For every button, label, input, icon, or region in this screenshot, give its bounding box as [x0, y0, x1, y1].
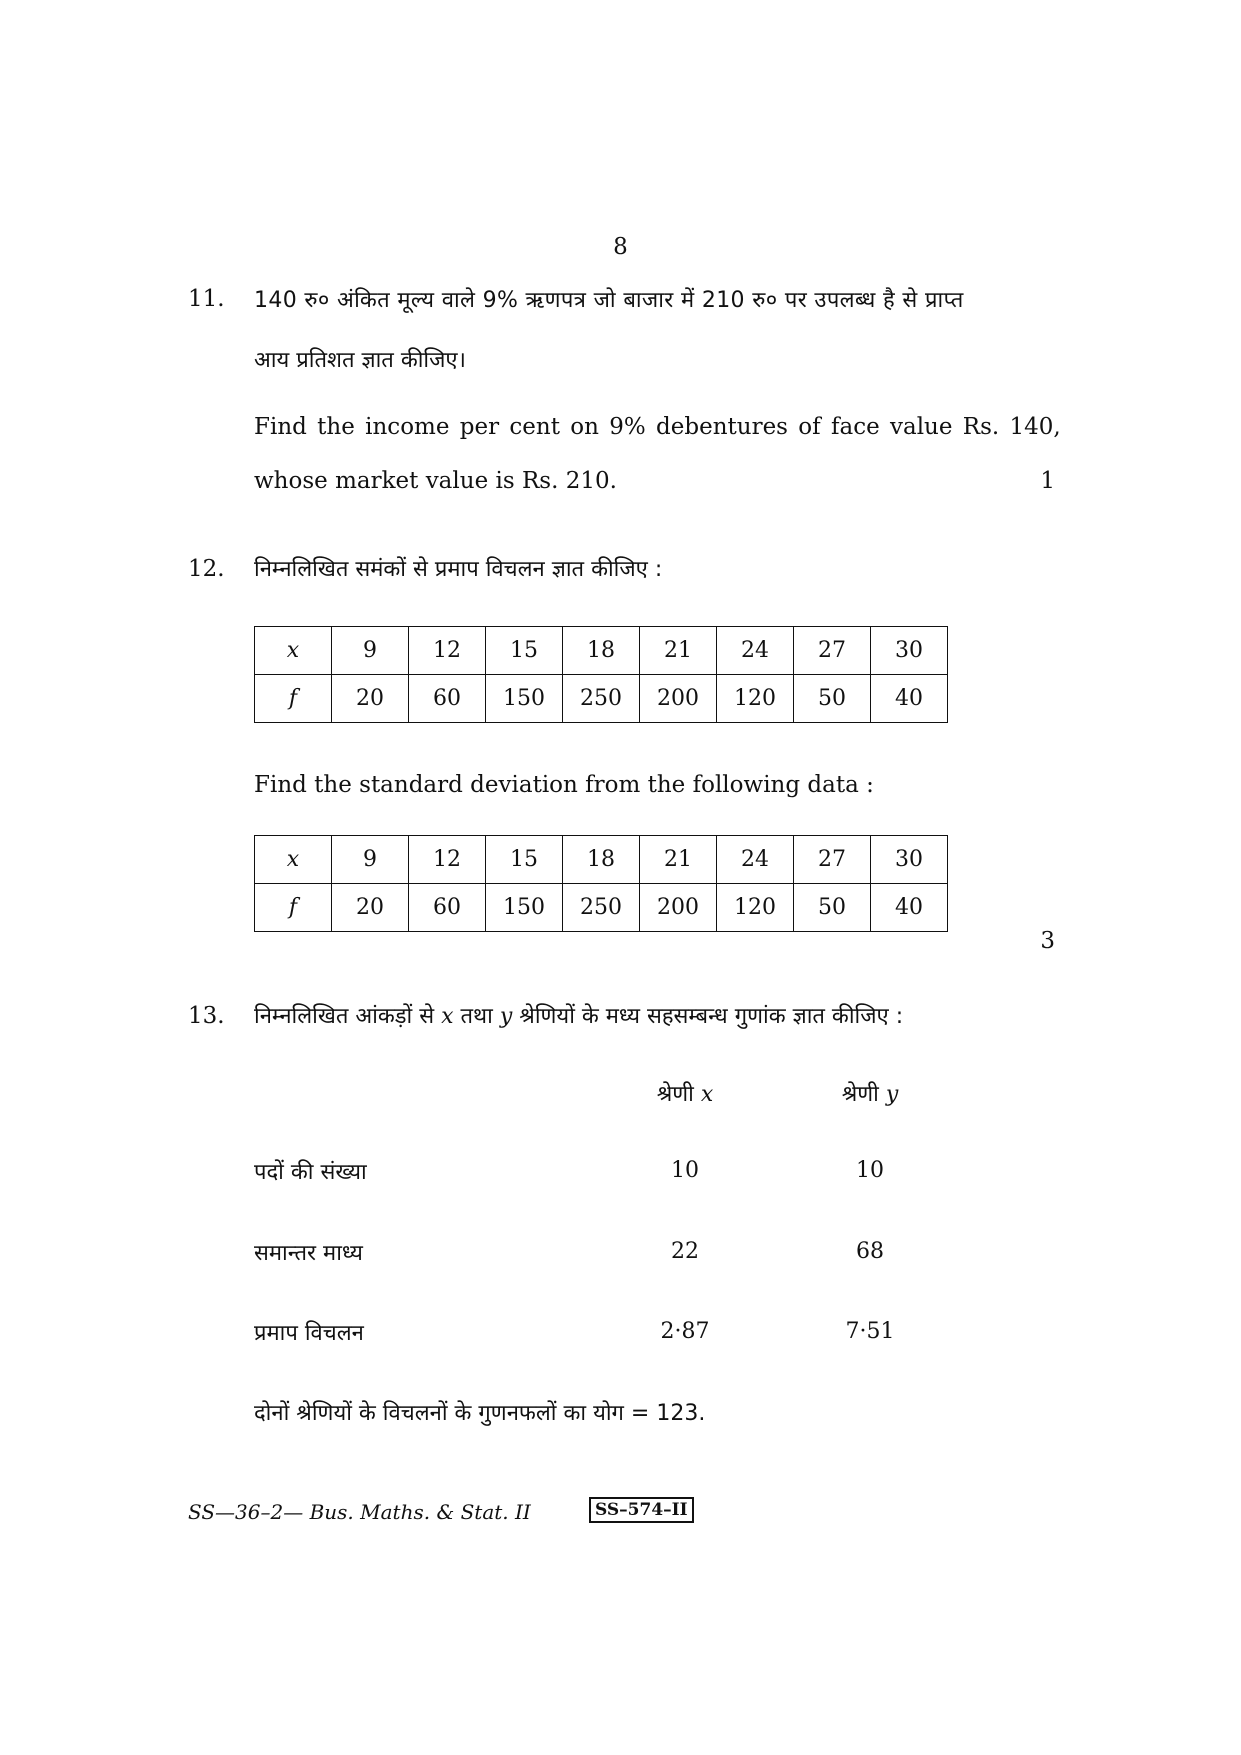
table-cell: 27: [794, 836, 871, 884]
table-cell: 120: [717, 884, 794, 932]
table-row-x: [255, 836, 948, 884]
table-row-x: [255, 627, 948, 675]
table-cell: 50: [794, 675, 871, 723]
question-13-text-part: श्रेणियों के मध्य सहसम्बन्ध गुणांक ज्ञात कीजिए :: [519, 1004, 904, 1029]
table-cell: 40: [871, 884, 948, 932]
variable-x: x: [441, 1004, 454, 1029]
table-cell: 200: [640, 884, 717, 932]
variable-x: x: [700, 1082, 714, 1107]
frequency-table-hindi: [254, 626, 948, 723]
series-word: श्रेणी: [656, 1082, 694, 1107]
table-cell: 24: [717, 627, 794, 675]
stat-label-mean: समान्तर माध्य: [254, 1241, 363, 1266]
table-cell: 40: [871, 675, 948, 723]
table-cell: 15: [486, 627, 563, 675]
table-cell: 24: [717, 836, 794, 884]
table-cell: 9: [332, 836, 409, 884]
stat-value-y-mean: 68: [856, 1239, 884, 1264]
table-cell: 27: [794, 627, 871, 675]
stat-value-x-count: 10: [671, 1158, 699, 1183]
question-12-marks: 3: [1040, 928, 1055, 954]
variable-y: y: [499, 1004, 513, 1029]
table-header-f: f: [255, 884, 332, 932]
question-13-text: [254, 1000, 903, 1030]
table-cell: 50: [794, 884, 871, 932]
table-cell: 150: [486, 884, 563, 932]
question-11-hindi-line-1: 140 रु० अंकित मूल्य वाले 9% ऋणपत्र जो बाजार में 210 रु० पर उपलब्ध है से प्राप्त: [254, 288, 964, 313]
page-number: 8: [613, 234, 628, 260]
question-12-english-text: Find the standard deviation from the following data :: [254, 772, 874, 798]
table-cell: 30: [871, 627, 948, 675]
table-cell: 200: [640, 675, 717, 723]
table-cell: 30: [871, 836, 948, 884]
stat-value-y-std-dev: 7·51: [845, 1319, 895, 1344]
table-cell: 12: [409, 627, 486, 675]
table-cell: 21: [640, 836, 717, 884]
series-word: श्रेणी: [841, 1082, 879, 1107]
stat-label-std-dev: प्रमाप विचलन: [254, 1321, 364, 1346]
product-sum-text: दोनों श्रेणियों के विचलनों के गुणनफलों का योग = 123.: [254, 1401, 706, 1426]
table-cell: 18: [563, 627, 640, 675]
table-cell: 9: [332, 627, 409, 675]
table-cell: 20: [332, 884, 409, 932]
table-cell: 18: [563, 836, 640, 884]
question-11-number: 11.: [188, 286, 225, 312]
series-x-header: [620, 1078, 750, 1108]
footer-course-code: SS—36–2— Bus. Maths. & Stat. II: [188, 1500, 531, 1524]
question-11-hindi-line-2: आय प्रतिशत ज्ञात कीजिए।: [254, 348, 466, 373]
frequency-table-english: [254, 835, 948, 932]
question-12-number: 12.: [188, 556, 225, 582]
question-13-number: 13.: [188, 1003, 225, 1029]
question-11-english-line-1: Find the income per cent on 9% debentures of face value Rs. 140,: [254, 414, 1061, 440]
stat-value-x-std-dev: 2·87: [660, 1319, 710, 1344]
table-header-f: f: [255, 675, 332, 723]
table-cell: 60: [409, 884, 486, 932]
table-cell: 20: [332, 675, 409, 723]
table-cell: 250: [563, 675, 640, 723]
table-cell: 60: [409, 675, 486, 723]
question-12-hindi-text: निम्नलिखित समंकों से प्रमाप विचलन ज्ञात कीजिए :: [254, 557, 663, 582]
question-13-text-part: निम्नलिखित आंकड़ों से: [254, 1004, 435, 1029]
table-row-f: [255, 675, 948, 723]
table-row-f: [255, 884, 948, 932]
table-header-x: x: [255, 627, 332, 675]
series-y-header: [805, 1078, 935, 1108]
table-cell: 15: [486, 836, 563, 884]
footer-paper-code-box: SS–574–II: [589, 1497, 694, 1523]
table-cell: 150: [486, 675, 563, 723]
variable-y: y: [885, 1082, 899, 1107]
table-cell: 250: [563, 884, 640, 932]
table-header-x: x: [255, 836, 332, 884]
table-cell: 21: [640, 627, 717, 675]
table-cell: 12: [409, 836, 486, 884]
stat-label-count: पदों की संख्या: [254, 1160, 367, 1185]
question-13-text-part: तथा: [460, 1004, 493, 1029]
table-cell: 120: [717, 675, 794, 723]
stat-value-x-mean: 22: [671, 1239, 699, 1264]
stat-value-y-count: 10: [856, 1158, 884, 1183]
question-11-marks: 1: [1040, 468, 1055, 494]
question-11-english-line-2: whose market value is Rs. 210.: [254, 468, 617, 494]
